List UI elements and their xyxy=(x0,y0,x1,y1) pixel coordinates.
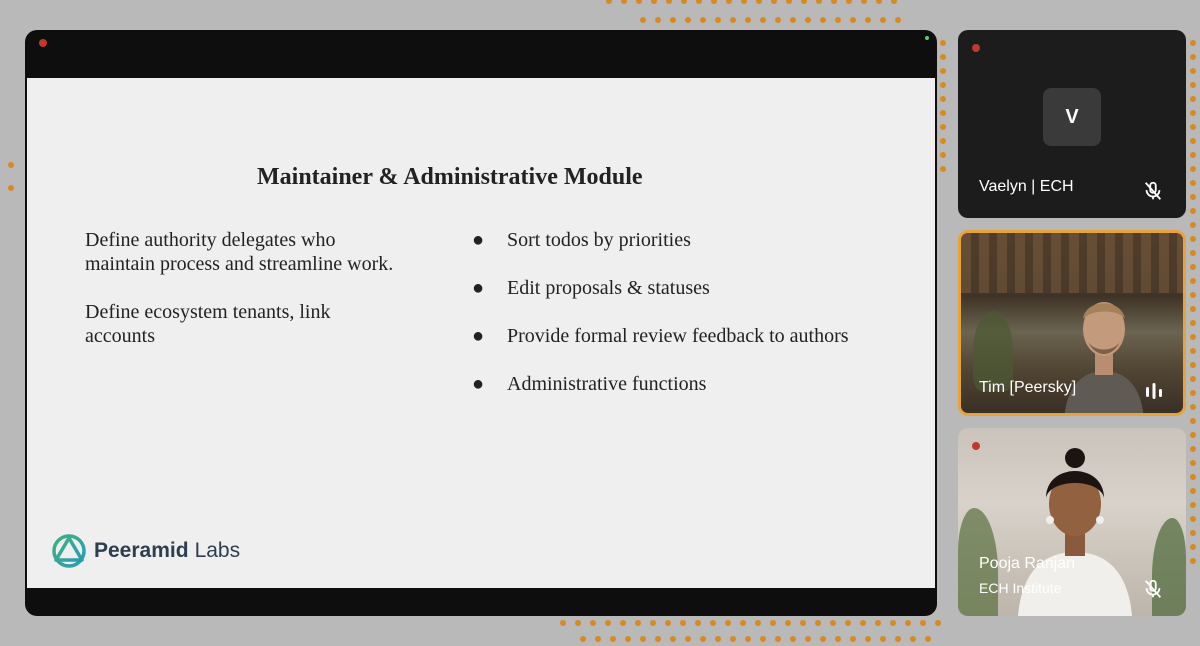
dot xyxy=(666,0,672,4)
dot xyxy=(920,620,926,626)
participant-tile-vaelyn[interactable] xyxy=(958,30,1186,218)
participant-name: Pooja Ranjan xyxy=(979,555,1076,572)
dot xyxy=(640,636,646,642)
dot xyxy=(935,620,941,626)
dot xyxy=(621,0,627,4)
dot xyxy=(1190,124,1196,130)
dot xyxy=(940,68,946,74)
dot xyxy=(1190,166,1196,172)
recording-indicator-icon xyxy=(972,442,980,450)
dot xyxy=(891,0,897,4)
dot xyxy=(940,152,946,158)
dot xyxy=(940,110,946,116)
mic-muted-icon xyxy=(1142,180,1164,202)
dot xyxy=(860,620,866,626)
dot xyxy=(755,620,761,626)
dot xyxy=(940,124,946,130)
dot xyxy=(1190,320,1196,326)
audio-level-icon xyxy=(1142,380,1166,402)
bullet-item xyxy=(472,372,852,396)
dot xyxy=(801,0,807,4)
dot xyxy=(835,636,841,642)
dot xyxy=(865,17,871,23)
participant-subtitle: ECH Institute xyxy=(979,580,1062,596)
dot xyxy=(560,620,566,626)
status-indicator-icon xyxy=(925,36,929,40)
dot xyxy=(730,636,736,642)
dot xyxy=(1190,68,1196,74)
dot xyxy=(940,82,946,88)
participant-name: Vaelyn | ECH xyxy=(979,178,1074,195)
dot xyxy=(1190,250,1196,256)
dot xyxy=(905,620,911,626)
dot xyxy=(620,620,626,626)
recording-indicator-icon xyxy=(972,44,980,52)
dot xyxy=(940,166,946,172)
slide-bullet-list xyxy=(472,228,852,420)
dot xyxy=(715,636,721,642)
dot xyxy=(910,636,916,642)
dot xyxy=(640,17,646,23)
dot xyxy=(1190,362,1196,368)
dot xyxy=(710,620,716,626)
logo-suffix-text: Labs xyxy=(194,539,241,562)
dot xyxy=(790,636,796,642)
dot xyxy=(890,620,896,626)
participant-tile-tim[interactable] xyxy=(958,230,1186,416)
dot xyxy=(815,620,821,626)
logo-brand-text: Peeramid xyxy=(94,539,189,562)
bullet-text: Provide formal review feedback to authors xyxy=(507,325,849,347)
dot xyxy=(760,636,766,642)
dot xyxy=(1190,474,1196,480)
dot xyxy=(651,0,657,4)
dot xyxy=(740,620,746,626)
peeramid-logo xyxy=(51,533,240,569)
dot xyxy=(880,17,886,23)
dot xyxy=(8,185,14,191)
dot xyxy=(875,620,881,626)
bullet-icon: ● xyxy=(472,325,485,347)
dot xyxy=(1190,54,1196,60)
dot xyxy=(1190,40,1196,46)
dot xyxy=(685,17,691,23)
dot xyxy=(711,0,717,4)
dot xyxy=(1190,152,1196,158)
dot xyxy=(1190,544,1196,550)
dot xyxy=(835,17,841,23)
dot xyxy=(741,0,747,4)
bullet-item xyxy=(472,276,852,300)
dot xyxy=(1190,138,1196,144)
dot xyxy=(895,636,901,642)
dot xyxy=(625,636,631,642)
dot xyxy=(1190,502,1196,508)
dot xyxy=(1190,530,1196,536)
dot xyxy=(670,636,676,642)
dot xyxy=(1190,278,1196,284)
dot xyxy=(1190,418,1196,424)
dot xyxy=(770,620,776,626)
dot xyxy=(745,17,751,23)
slide-title: Maintainer & Administrative Module xyxy=(257,164,643,190)
dot xyxy=(861,0,867,4)
dot xyxy=(700,636,706,642)
slide-left-column xyxy=(85,228,405,372)
dot xyxy=(1190,348,1196,354)
dot xyxy=(850,636,856,642)
dot xyxy=(925,636,931,642)
dot xyxy=(1190,96,1196,102)
avatar: V xyxy=(1043,88,1101,146)
recording-indicator-icon xyxy=(39,39,47,47)
dot xyxy=(756,0,762,4)
bullet-icon: ● xyxy=(472,229,485,251)
dot xyxy=(680,620,686,626)
dot xyxy=(1190,236,1196,242)
dot xyxy=(1190,446,1196,452)
dot xyxy=(876,0,882,4)
dot xyxy=(1190,264,1196,270)
dot xyxy=(865,636,871,642)
dot xyxy=(8,162,14,168)
dot xyxy=(636,0,642,4)
dot xyxy=(760,17,766,23)
dot xyxy=(1190,208,1196,214)
dot xyxy=(605,620,611,626)
dot xyxy=(715,17,721,23)
dot xyxy=(575,620,581,626)
dot xyxy=(775,636,781,642)
bullet-text: Sort todos by priorities xyxy=(507,229,691,251)
dot xyxy=(730,17,736,23)
dot xyxy=(1190,110,1196,116)
shared-screen xyxy=(25,30,937,616)
dot xyxy=(725,620,731,626)
dot xyxy=(580,636,586,642)
dot xyxy=(790,17,796,23)
dot xyxy=(1190,488,1196,494)
peeramid-logo-icon xyxy=(51,533,87,569)
dot xyxy=(1190,82,1196,88)
dot xyxy=(940,40,946,46)
dot xyxy=(681,0,687,4)
dot xyxy=(1190,558,1196,564)
dot xyxy=(745,636,751,642)
dot xyxy=(850,17,856,23)
dot xyxy=(1190,194,1196,200)
video-background xyxy=(1152,518,1186,616)
bullet-item xyxy=(472,324,852,348)
dot xyxy=(831,0,837,4)
dot xyxy=(940,96,946,102)
dot xyxy=(696,0,702,4)
dot xyxy=(1190,404,1196,410)
dot xyxy=(820,636,826,642)
dot xyxy=(655,17,661,23)
bullet-icon: ● xyxy=(472,373,485,395)
participant-tile-pooja[interactable] xyxy=(958,428,1186,616)
dot xyxy=(590,620,596,626)
dot xyxy=(805,636,811,642)
dot xyxy=(670,17,676,23)
slide-left-item: Define ecosystem tenants, link accounts xyxy=(85,301,331,347)
dot xyxy=(771,0,777,4)
dot xyxy=(595,636,601,642)
dot xyxy=(1190,432,1196,438)
dot xyxy=(805,17,811,23)
dot xyxy=(786,0,792,4)
dot xyxy=(895,17,901,23)
dot xyxy=(1190,390,1196,396)
dot xyxy=(800,620,806,626)
dot xyxy=(606,0,612,4)
dot xyxy=(655,636,661,642)
dot xyxy=(1190,376,1196,382)
dot xyxy=(1190,516,1196,522)
dot xyxy=(820,17,826,23)
dot xyxy=(785,620,791,626)
dot xyxy=(700,17,706,23)
dot xyxy=(880,636,886,642)
dot xyxy=(1190,334,1196,340)
dot xyxy=(726,0,732,4)
dot xyxy=(665,620,671,626)
presentation-slide xyxy=(27,78,935,588)
dot xyxy=(830,620,836,626)
dot xyxy=(685,636,691,642)
bullet-icon: ● xyxy=(472,277,485,299)
dot xyxy=(1190,292,1196,298)
dot xyxy=(775,17,781,23)
mic-muted-icon xyxy=(1142,578,1164,600)
dot xyxy=(695,620,701,626)
dot xyxy=(1190,306,1196,312)
dot xyxy=(1190,460,1196,466)
participant-name: Tim [Peersky] xyxy=(979,379,1077,396)
dot xyxy=(940,54,946,60)
dot xyxy=(846,0,852,4)
bullet-text: Administrative functions xyxy=(507,373,707,395)
dot xyxy=(816,0,822,4)
bullet-text: Edit proposals & statuses xyxy=(507,277,710,299)
dot xyxy=(650,620,656,626)
slide-left-item: Define authority delegates who maintain process and streamline work. xyxy=(85,229,394,275)
dot xyxy=(635,620,641,626)
dot xyxy=(940,138,946,144)
dot xyxy=(845,620,851,626)
dot xyxy=(610,636,616,642)
dot xyxy=(1190,222,1196,228)
dot xyxy=(1190,180,1196,186)
bullet-item xyxy=(472,228,852,252)
